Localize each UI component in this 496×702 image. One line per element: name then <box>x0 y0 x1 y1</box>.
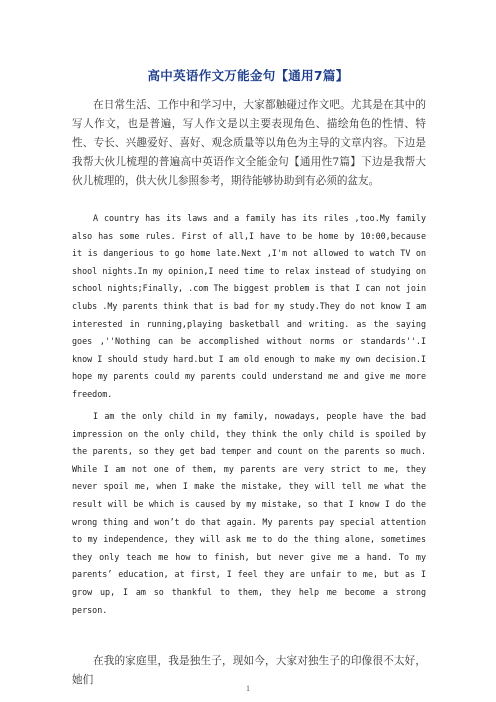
essay-paragraph-3: 在我的家庭里，我是独生子，现如今，大家对独生子的印像很不太好，她们 <box>72 655 426 686</box>
document-title: 高中英语作文万能金句【通用7篇】 <box>147 68 349 83</box>
essay-paragraph-1: A country has its laws and a family has its riles ,too.My family also has some rules. First of all,I have to be home by 10:00,because it is dangerious to go home late.Next ,I'm not allowed to watch TV on shool nights.In my opinion,I need time to relax instead of studying on school nights;Finally, .com The biggest problem is that I can not join clubs .My parents think that is bad for my study.They do not know I am interested in running,playing basketball and writing. as the saying goes ,''Nothing can be accomplished without norms or standards''.I know I should study hard.but I am old enough to make my own decision.I hope my parents could my parents could understand me and give me more freedom. <box>72 213 426 399</box>
page-number: 1 <box>246 684 250 693</box>
intro-paragraph: 在日常生活、工作中和学习中，大家都触碰过作文吧。尤其是在其中的写人作文，也是普遍，写人作文是以主要表现角色、描绘角色的性情、特性、专长、兴趣爱好、喜好、观念质量等以角色为主导的文章内容。下边是我帮大伙儿梳理的普遍高中英语作文全能金句【通用性7篇】下边是我帮大伙儿梳理的，供大伙儿参照参考，期待能够协助到有必须的盆友。 <box>72 99 426 187</box>
essay-paragraph-2: I am the only child in my family, nowadays, people have the bad impression on the only child, they think the only child is spoiled by the parents, so they get bad temper and count on the parents so much. While I am not one of them, my parents are very strict to me, they never spoil me, when I make the mistake, they will tell me what the result will be which is caused by my mistake, so that I know I do the wrong thing and won’t do that again. My parents pay special attention to my independence, they will ask me to do the thing alone, sometimes they only teach me how to finish, but never give me a hand. To my parents’ education, at first, I feel they are unfair to me, but as I grow up, I am so thankful to them, they help me become a strong person. <box>72 411 426 615</box>
